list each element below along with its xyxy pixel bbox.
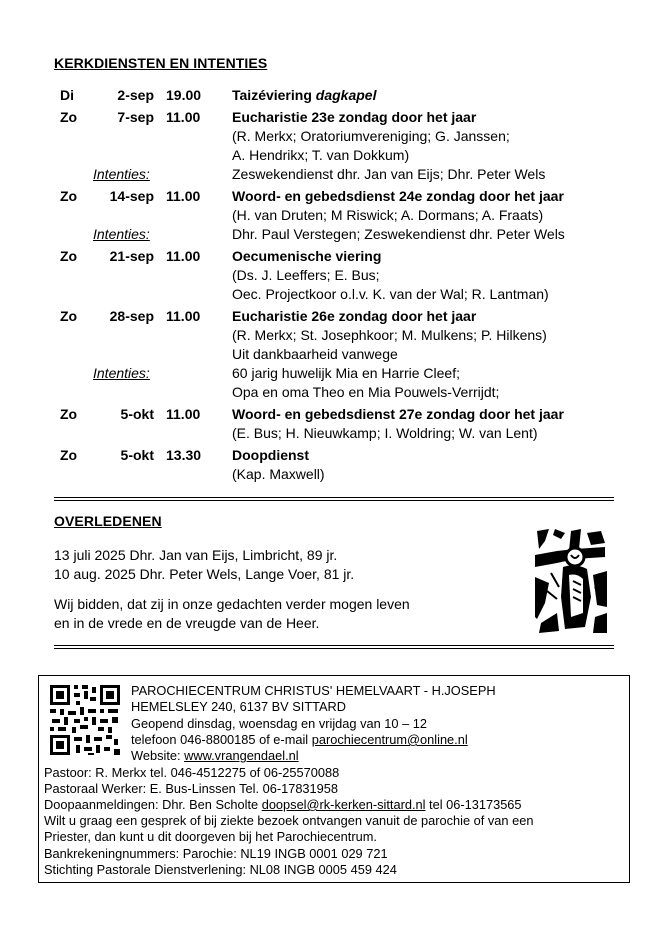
service-title (232, 247, 667, 266)
service-detail-row (0, 206, 667, 225)
service-detail-row (0, 424, 667, 443)
service-date: 21-sep (109, 248, 154, 264)
section-divider (54, 497, 614, 501)
service-time: 19.00 (166, 87, 202, 103)
service-detail-row (0, 165, 667, 184)
service-day: Zo (60, 447, 78, 463)
service-title (232, 446, 667, 465)
baptism-phone: tel 06-13173565 (425, 797, 522, 812)
service-detail-row (0, 345, 667, 364)
service-participants: (R. Merkx; Oratoriumvereniging; G. Janssen; (232, 128, 510, 144)
intentions-label: Intenties: (93, 365, 150, 381)
service-row (0, 86, 667, 105)
service-date: 5-okt (120, 406, 154, 422)
service-participants: (Ds. J. Leeffers; E. Bus; (232, 267, 380, 283)
pastoral-worker-line: Pastoraal Werker: E. Bus-Linssen Tel. 06-17831958 (44, 781, 339, 796)
services-heading: KERKDIENSTEN EN INTENTIES (54, 55, 268, 71)
prayer-line: Wij bidden, dat zij in onze gedachten verder mogen leven (54, 596, 410, 612)
service-detail-row (0, 285, 667, 304)
service-participants: (Kap. Maxwell) (232, 466, 325, 482)
email-link[interactable]: parochiecentrum@online.nl (311, 732, 468, 747)
service-row (0, 405, 667, 424)
service-row (0, 187, 667, 206)
service-participants: (H. van Druten; M Riswick; A. Dormans; A. Fraats) (232, 207, 544, 223)
bank-line: Bankrekeningnummers: Parochie: NL19 INGB 0001 029 721 (44, 846, 388, 861)
service-detail-row (0, 364, 667, 383)
service-row (0, 108, 667, 127)
service-date: 5-okt (120, 447, 154, 463)
phone-email-line (131, 732, 468, 748)
visit-line: Wilt u graag een gesprek of bij ziekte bezoek ontvangen vanuit de parochie of van een (44, 813, 534, 828)
website-link[interactable]: www.vrangendael.nl (184, 748, 299, 763)
service-detail-row (0, 127, 667, 146)
opening-hours: Geopend dinsdag, woensdag en vrijdag van 10 – 12 (131, 716, 427, 731)
section-divider (54, 645, 614, 649)
service-title-text: Woord- en gebedsdienst 24e zondag door het jaar (232, 188, 564, 204)
parish-contact-box (38, 675, 630, 883)
service-location: dagkapel (315, 87, 377, 103)
qr-code-icon (48, 683, 122, 757)
woodcut-christ-figure-image (535, 527, 607, 633)
service-title-text: Woord- en gebedsdienst 27e zondag door het jaar (232, 406, 564, 422)
intentions-label: Intenties: (93, 226, 150, 242)
service-title-text: Taizéviering (232, 87, 312, 103)
deceased-entry: 10 aug. 2025 Dhr. Peter Wels, Lange Voer, 81 jr. (54, 566, 355, 582)
service-time: 11.00 (166, 308, 201, 324)
service-title (232, 108, 667, 127)
service-date: 7-sep (117, 109, 154, 125)
baptism-email-link[interactable]: doopsel@rk-kerken-sittard.nl (261, 797, 426, 812)
service-title-text: Oecumenische viering (232, 248, 382, 264)
visit-line: Priester, dan kunt u dit doorgeven bij het Parochiecentrum. (44, 829, 377, 844)
service-participants: (R. Merkx; St. Josephkoor; M. Mulkens; P. Hilkens) (232, 327, 547, 343)
service-time: 11.00 (166, 406, 201, 422)
service-time: 11.00 (166, 109, 201, 125)
service-participants: Oec. Projectkoor o.l.v. K. van der Wal; R. Lantman) (232, 286, 549, 302)
service-title (232, 86, 667, 105)
baptism-text: Doopaanmeldingen: Dhr. Ben Scholte (44, 797, 262, 812)
service-date: 28-sep (109, 308, 154, 324)
service-date: 14-sep (109, 188, 154, 204)
service-detail-row (0, 266, 667, 285)
service-day: Zo (60, 188, 78, 204)
service-day: Zo (60, 406, 78, 422)
phone-text: telefoon 046-8800185 of e-mail (131, 732, 312, 747)
service-title (232, 307, 667, 326)
prayer-text (54, 595, 410, 633)
intentions-text: Dhr. Paul Verstegen; Zeswekendienst dhr. Peter Wels (232, 226, 565, 242)
service-row (0, 446, 667, 465)
parish-name: PAROCHIECENTRUM CHRISTUS' HEMELVAART - H.JOSEPH (131, 683, 496, 698)
service-time: 13.30 (166, 447, 202, 463)
service-title-text: Eucharistie 26e zondag door het jaar (232, 308, 477, 324)
deceased-heading: OVERLEDENEN (54, 513, 162, 529)
website-label: Website: (131, 748, 185, 763)
service-row (0, 247, 667, 266)
service-title-text: Doopdienst (232, 447, 309, 463)
service-title (232, 405, 667, 424)
service-day: Zo (60, 109, 78, 125)
service-participants: A. Hendrikx; T. van Dokkum) (232, 147, 410, 163)
baptism-line (44, 797, 522, 813)
intentions-text: 60 jarig huwelijk Mia en Harrie Cleef; (232, 365, 460, 381)
service-day: Di (60, 87, 74, 103)
service-participants: Opa en oma Theo en Mia Pouwels-Verrijdt; (232, 384, 500, 400)
intentions-text: Zeswekendienst dhr. Jan van Eijs; Dhr. Peter Wels (232, 166, 546, 182)
service-title-text: Eucharistie 23e zondag door het jaar (232, 109, 477, 125)
service-participants: (E. Bus; H. Nieuwkamp; I. Woldring; W. van Lent) (232, 425, 538, 441)
service-detail-row (0, 146, 667, 165)
service-day: Zo (60, 308, 78, 324)
service-participants: Uit dankbaarheid vanwege (232, 346, 398, 362)
deceased-entry: 13 juli 2025 Dhr. Jan van Eijs, Limbricht, 89 jr. (54, 547, 338, 563)
service-time: 11.00 (166, 248, 201, 264)
service-day: Zo (60, 248, 78, 264)
service-time: 11.00 (166, 188, 201, 204)
service-detail-row (0, 465, 667, 484)
website-line (131, 748, 299, 764)
bank-line: Stichting Pastorale Dienstverlening: NL08 INGB 0005 459 424 (44, 862, 397, 877)
service-row (0, 307, 667, 326)
prayer-line: en in de vrede en de vreugde van de Heer. (54, 615, 320, 631)
intentions-label: Intenties: (93, 166, 150, 182)
service-detail-row (0, 383, 667, 402)
service-detail-row (0, 326, 667, 345)
service-detail-row (0, 225, 667, 244)
parish-address: HEMELSLEY 240, 6137 BV SITTARD (131, 699, 347, 714)
pastor-line: Pastoor: R. Merkx tel. 046-4512275 of 06-25570088 (44, 765, 340, 780)
service-title (232, 187, 667, 206)
service-date: 2-sep (117, 87, 154, 103)
services-list (0, 86, 667, 484)
